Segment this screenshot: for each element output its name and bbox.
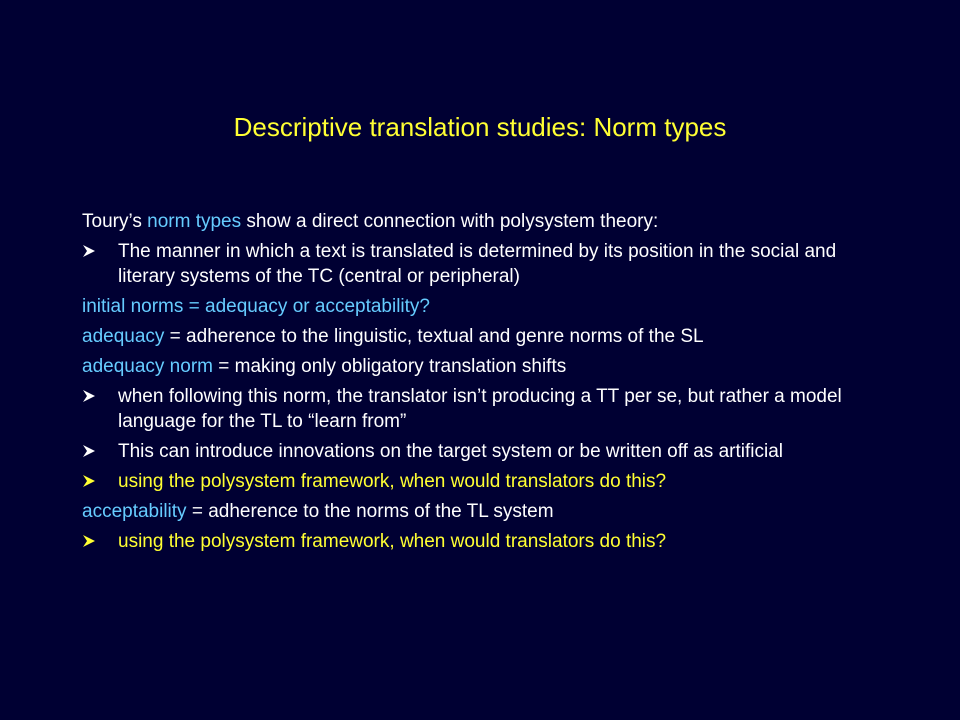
question-bullet [82, 529, 882, 554]
adequacy-norm-term: adequacy norm [82, 356, 213, 377]
adequacy-norm-definition [82, 354, 882, 379]
bullet-item [82, 239, 882, 289]
intro-text-post: show a direct connection with polysystem theory: [241, 211, 659, 232]
slide-body [82, 209, 882, 559]
bullet-item [82, 384, 882, 434]
arrow-bullet-icon [82, 469, 96, 494]
adequacy-definition [82, 324, 882, 349]
bullet-text: when following this norm, the translator isn’t producing a TT per se, but rather a model language for the TL to “learn from” [118, 386, 842, 432]
arrow-bullet-icon [82, 239, 96, 264]
arrow-bullet-icon [82, 439, 96, 464]
bullet-text: This can introduce innovations on the target system or be written off as artificial [118, 441, 783, 462]
question-bullet [82, 469, 882, 494]
bullet-item [82, 439, 882, 464]
bullet-text: The manner in which a text is translated is determined by its position in the social and literary systems of the TC (central or peripheral) [118, 241, 837, 287]
slide-title: Descriptive translation studies: Norm types [233, 112, 727, 142]
arrow-bullet-icon [82, 384, 96, 409]
adequacy-norm-text: = making only obligatory translation shifts [212, 356, 567, 377]
acceptability-definition [82, 499, 882, 524]
adequacy-term: adequacy [82, 326, 165, 347]
arrow-bullet-icon [82, 529, 96, 554]
acceptability-text: = adherence to the norms of the TL system [186, 501, 554, 522]
adequacy-text: = adherence to the linguistic, textual and genre norms of the SL [164, 326, 704, 347]
intro-paragraph [82, 209, 882, 234]
intro-text-pre: Toury’s [82, 211, 148, 232]
question-text: using the polysystem framework, when would translators do this? [118, 531, 667, 552]
question-text: using the polysystem framework, when would translators do this? [118, 471, 667, 492]
initial-norms-line: initial norms = adequacy or acceptability? [82, 296, 430, 317]
norm-types-term: norm types [147, 211, 242, 232]
acceptability-term: acceptability [82, 501, 187, 522]
